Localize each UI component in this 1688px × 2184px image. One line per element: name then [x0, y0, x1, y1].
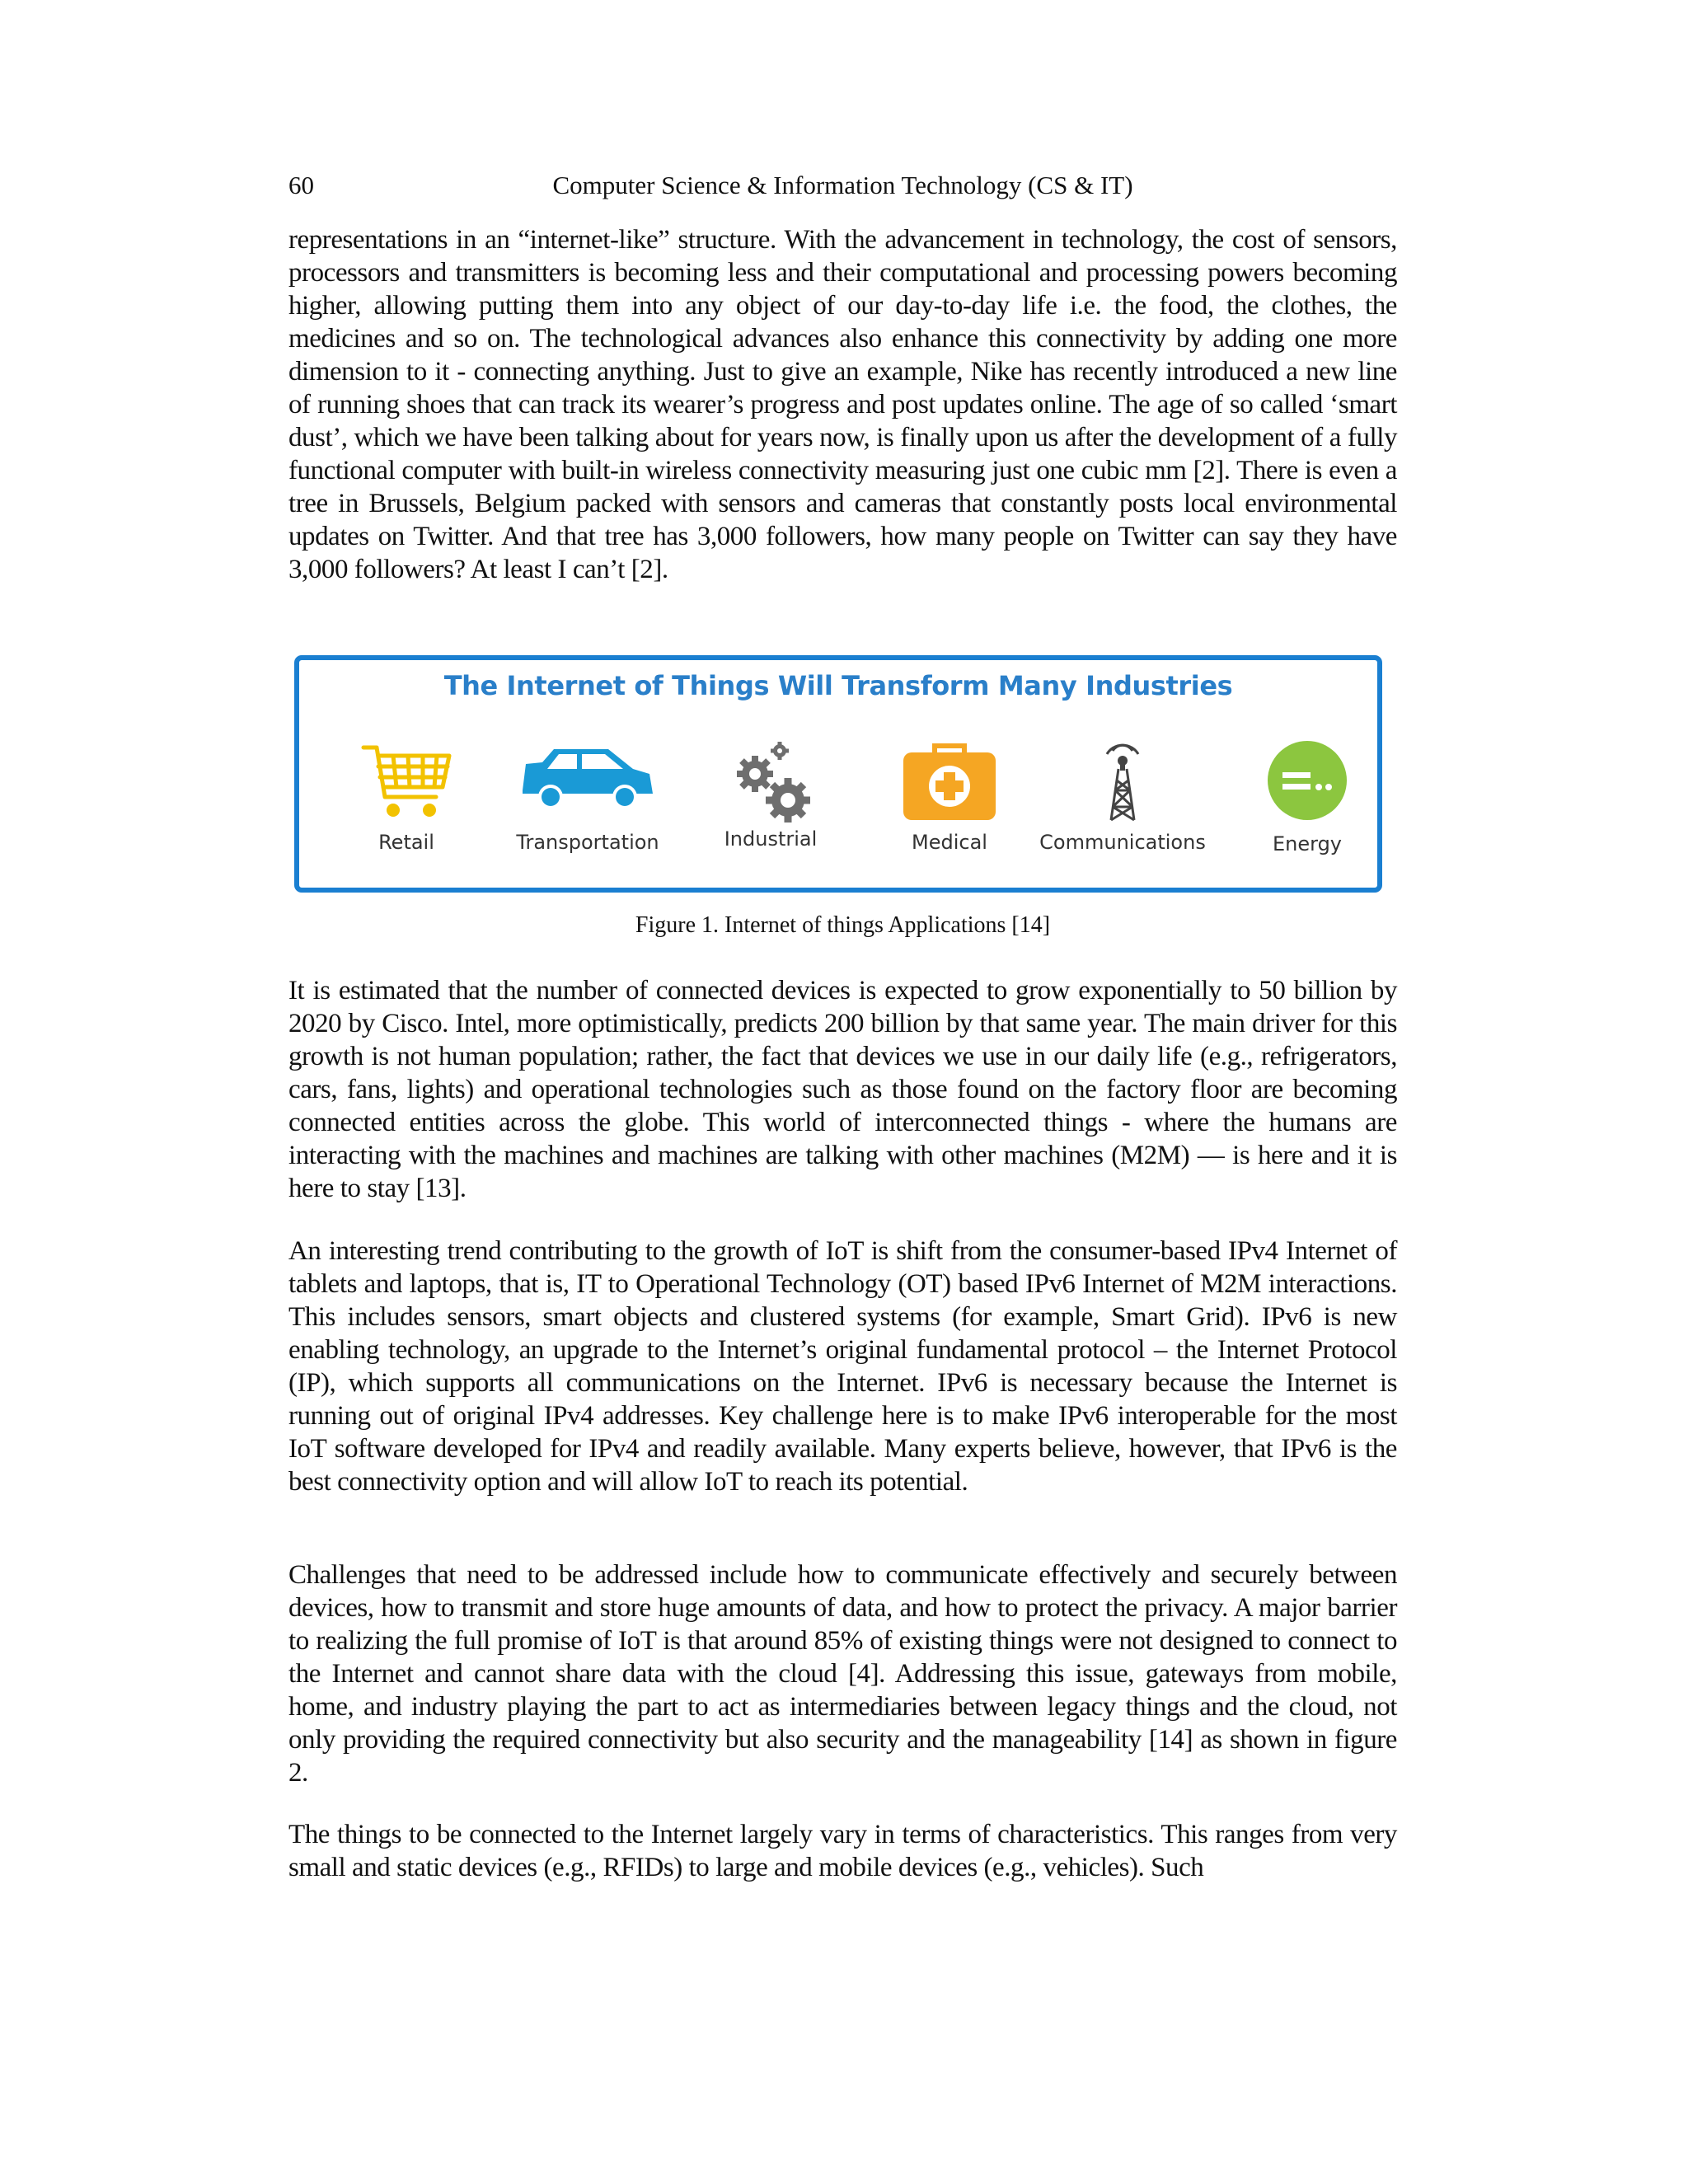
body-paragraph: Challenges that need to be addressed include how to communicate effectively and securely between devices, how to transmit and store huge amounts of data, and how to protect the privacy. A major barrier to realizing the full promise of IoT is that around 85% of existing things were not designed to connect to the Internet and cannot share data with the cloud [4]. Addressing this issue, gateways from mobile, home, and industry playing the part to act as intermediaries between legacy things and the cloud, not only providing the required connectivity but also security and the manageability [14] as shown in figure 2. — [288, 1560, 1397, 1788]
car-icon — [518, 741, 658, 823]
industry-label: Retail — [378, 831, 434, 854]
gears-icon — [725, 741, 816, 827]
industry-communications — [1032, 741, 1213, 881]
antenna-tower-icon — [1094, 741, 1151, 823]
industry-label: Transportation — [516, 831, 659, 854]
industry-industrial — [680, 741, 861, 881]
figure-title: The Internet of Things Will Transform Many Industries — [443, 670, 1233, 701]
body-paragraph: representations in an “internet-like” structure. With the advancement in technology, the cost of sensors, processors and transmitters is becoming less and their computational and processing powers becoming higher, allowing putting them into any object of our day-to-day life i.e. the food, the clothes, the medicines and so on. The technological advances also enhance this connectivity by adding one more dimension to it - connecting anything. Just to give an example, Nike has recently introduced a new line of running shoes that can track its wearer’s progress and post updates online. The age of so called ‘smart dust’, which we have been talking about for years now, is finally upon us after the development of a fully functional computer with built-in wireless connectivity measuring just one cubic mm [2]. There is even a tree in Brussels, Belgium packed with sensors and cameras that constantly posts local environmental updates on Twitter. And that tree has 3,000 followers, how many people on Twitter can say they have 3,000 followers? At least I can’t [2]. — [288, 225, 1397, 584]
page-number: 60 — [288, 171, 314, 199]
page-header — [288, 171, 1397, 205]
iot-industries-figure — [294, 655, 1382, 893]
industry-label: Industrial — [724, 827, 818, 851]
shopping-cart-icon — [357, 741, 456, 823]
battery-icon — [1266, 741, 1348, 823]
body-paragraph: An interesting trend contributing to the growth of IoT is shift from the consumer-based IPv4 Internet of tablets and laptops, that is, IT to Operational Technology (OT) based IPv6 Internet of M2M interactions. This includes sensors, smart objects and clustered systems (for example, Smart Grid). IPv6 is new enabling technology, an upgrade to the Internet’s original fundamental protocol – the Internet Protocol (IP), which supports all communications on the Internet. IPv6 is necessary because the Internet is running out of original IPv4 addresses. Key challenge here is to make IPv6 interoperable for the most IoT software developed for IPv4 and readily available. Many experts believe, however, that IPv6 is the best connectivity option and will allow IoT to reach its potential. — [288, 1236, 1397, 1497]
industry-retail — [316, 741, 497, 881]
industry-label: Energy — [1272, 832, 1343, 855]
running-title: Computer Science & Information Technology (CS & IT) — [552, 171, 1133, 199]
medical-kit-icon — [900, 741, 999, 823]
body-paragraph: It is estimated that the number of connected devices is expected to grow exponentially to 50 billion by 2020 by Cisco. Intel, more optimistically, predicts 200 billion by that same year. The main driver for this growth is not human population; rather, the fact that devices we use in our daily life (e.g., refrigerators, cars, fans, lights) and operational technologies such as those found on the factory floor are becoming connected entities across the globe. This world of interconnected things - where the humans are interacting with the machines and machines are talking with other machines (M2M) — is here and it is here to stay [13]. — [288, 976, 1397, 1203]
figure-caption: Figure 1. Internet of things Applications [14] — [635, 912, 1051, 938]
industry-energy — [1217, 741, 1398, 881]
industry-transportation — [497, 741, 678, 881]
industry-label: Medical — [912, 831, 987, 854]
industry-medical — [859, 741, 1040, 881]
industry-label: Communications — [1039, 831, 1206, 854]
body-paragraph: The things to be connected to the Internet largely vary in terms of characteristics. This ranges from very small and static devices (e.g., RFIDs) to large and mobile devices (e.g., vehicles). Such — [288, 1820, 1397, 1882]
